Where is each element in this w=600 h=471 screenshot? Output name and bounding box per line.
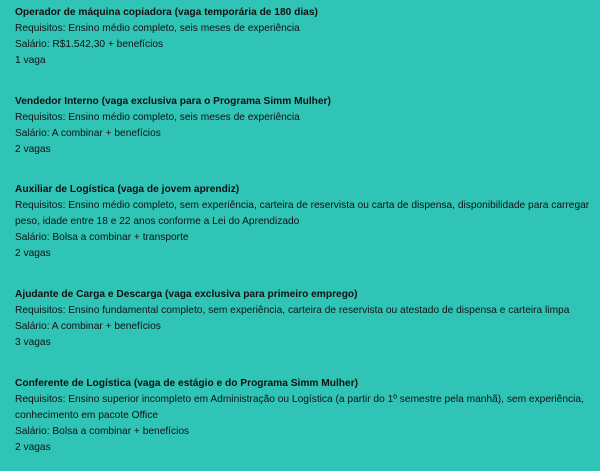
job-requirements: Requisitos: Ensino fundamental completo, sem experiência, carteira de reservista ou atestado de dispensa e carteira limpa [15, 305, 570, 316]
job-title: Operador de máquina copiadora (vaga temporária de 180 dias) [15, 7, 318, 18]
job-openings: 2 vagas [15, 248, 51, 259]
job-openings: 2 vagas [15, 442, 51, 453]
job-salary: Salário: Bolsa a combinar + transporte [15, 232, 189, 243]
job-openings: 1 vaga [15, 55, 46, 66]
job-salary: Salário: Bolsa a combinar + benefícios [15, 426, 190, 437]
job-listing [15, 94, 590, 158]
job-listing [15, 287, 590, 351]
job-listing [15, 5, 590, 69]
job-title: Ajudante de Carga e Descarga (vaga exclusiva para primeiro emprego) [15, 289, 358, 300]
job-title: Vendedor Interno (vaga exclusiva para o Programa Simm Mulher) [15, 96, 331, 107]
job-requirements: Requisitos: Ensino médio completo, seis meses de experiência [15, 112, 300, 123]
job-requirements: Requisitos: Ensino superior incompleto em Administração ou Logística (a partir do 1º semestre pela manhã), sem experiência, conhecimento em pacote Office [15, 394, 584, 421]
job-title: Auxiliar de Logística (vaga de jovem aprendiz) [15, 184, 240, 195]
job-salary: Salário: R$1.542,30 + benefícios [15, 39, 164, 50]
job-requirements: Requisitos: Ensino médio completo, seis meses de experiência [15, 23, 300, 34]
job-openings: 2 vagas [15, 144, 51, 155]
job-listing [15, 182, 590, 262]
job-title: Conferente de Logística (vaga de estágio e do Programa Simm Mulher) [15, 378, 359, 389]
job-salary: Salário: A combinar + benefícios [15, 321, 161, 332]
job-listing [15, 376, 590, 456]
job-requirements: Requisitos: Ensino médio completo, sem experiência, carteira de reservista ou carta de dispensa, disponibilidade para carregar peso, idade entre 18 e 22 anos conforme a Lei do Aprendizado [15, 200, 590, 227]
job-openings: 3 vagas [15, 337, 51, 348]
job-salary: Salário: A combinar + benefícios [15, 128, 161, 139]
